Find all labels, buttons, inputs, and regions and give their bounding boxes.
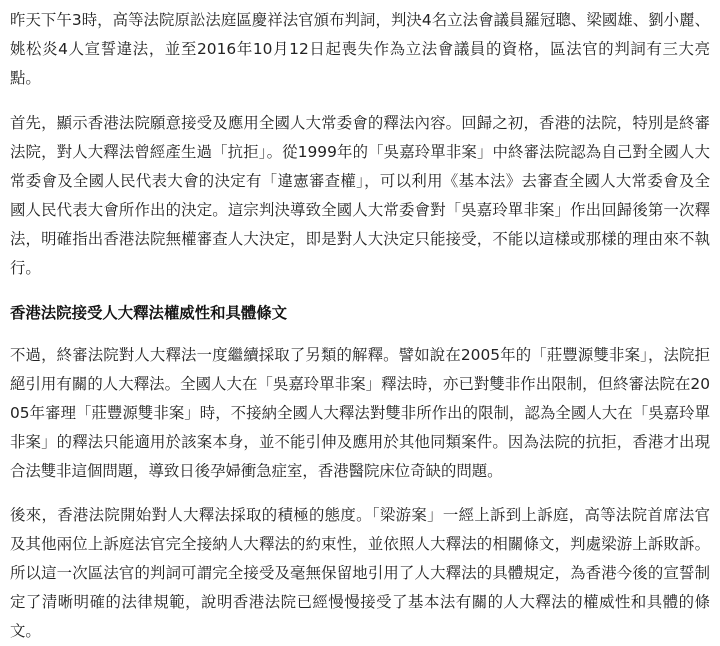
paragraph-positive-attitude: 後來，香港法院開始對人大釋法採取的積極的態度。「梁游案」一經上訴到上訴庭，高等法院首席法官及其他兩位上訴庭法官完全接納人大釋法的約束性，並依照人大釋法的相關條文，判處梁游上訴敗訴。所以這一次區法官的判詞可謂完全接受及毫無保留地引用了人大釋法的具體規定，為香港今後的宣誓制定了清晰明確的法律規範，說明香港法院已經慢慢接受了基本法有關的人大釋法的權威性和具體的條文。 [10,506,710,640]
paragraph-cfa-alternative-interpretation: 不過，終審法院對人大釋法一度繼續採取了另類的解釋。譬如說在2005年的「莊豐源雙非案」，法院拒絕引用有關的人大釋法。全國人大在「吳嘉玲單非案」釋法時，亦已對雙非作出限制，但終審法院在2005年審理「莊豐源雙非案」時，不接納全國人大釋法對雙非所作出的限制，認為全國人大在「吳嘉玲單非案」的釋法只能適用於該案本身，並不能引伸及應用於其他同類案件。因為法院的抗拒，香港才出現合法雙非這個問題，導致日後孕婦衝急症室，香港醫院床位奇缺的問題。 [10,346,710,480]
paragraph-ruling-summary: 昨天下午3時，高等法院原訟法庭區慶祥法官頒布判詞，判決4名立法會議員羅冠聰、梁國雄、劉小麗、姚松炎4人宣誓違法，並至2016年10月12日起喪失作為立法會議員的資格，區法官的判詞有三大亮點。 [10,11,710,87]
paragraph-first-highlight: 首先，顯示香港法院願意接受及應用全國人大常委會的釋法內容。回歸之初，香港的法院，特別是終審法院，對人大釋法曾經產生過「抗拒」。從1999年的「吳嘉玲單非案」中終審法院認為自己對全國人大常委會及全國人民代表大會的決定有「違憲審查權」，可以利用《基本法》去審查全國人大常委會及全國人民代表大會所作出的決定。這宗判決導致全國人大常委會對「吳嘉玲單非案」作出回歸後第一次釋法，明確指出香港法院無權審查人大決定，即是對人大決定只能接受，不能以這樣或那樣的理由來不執行。 [10,114,710,277]
section-heading: 香港法院接受人大釋法權威性和具體條文 [10,304,288,322]
